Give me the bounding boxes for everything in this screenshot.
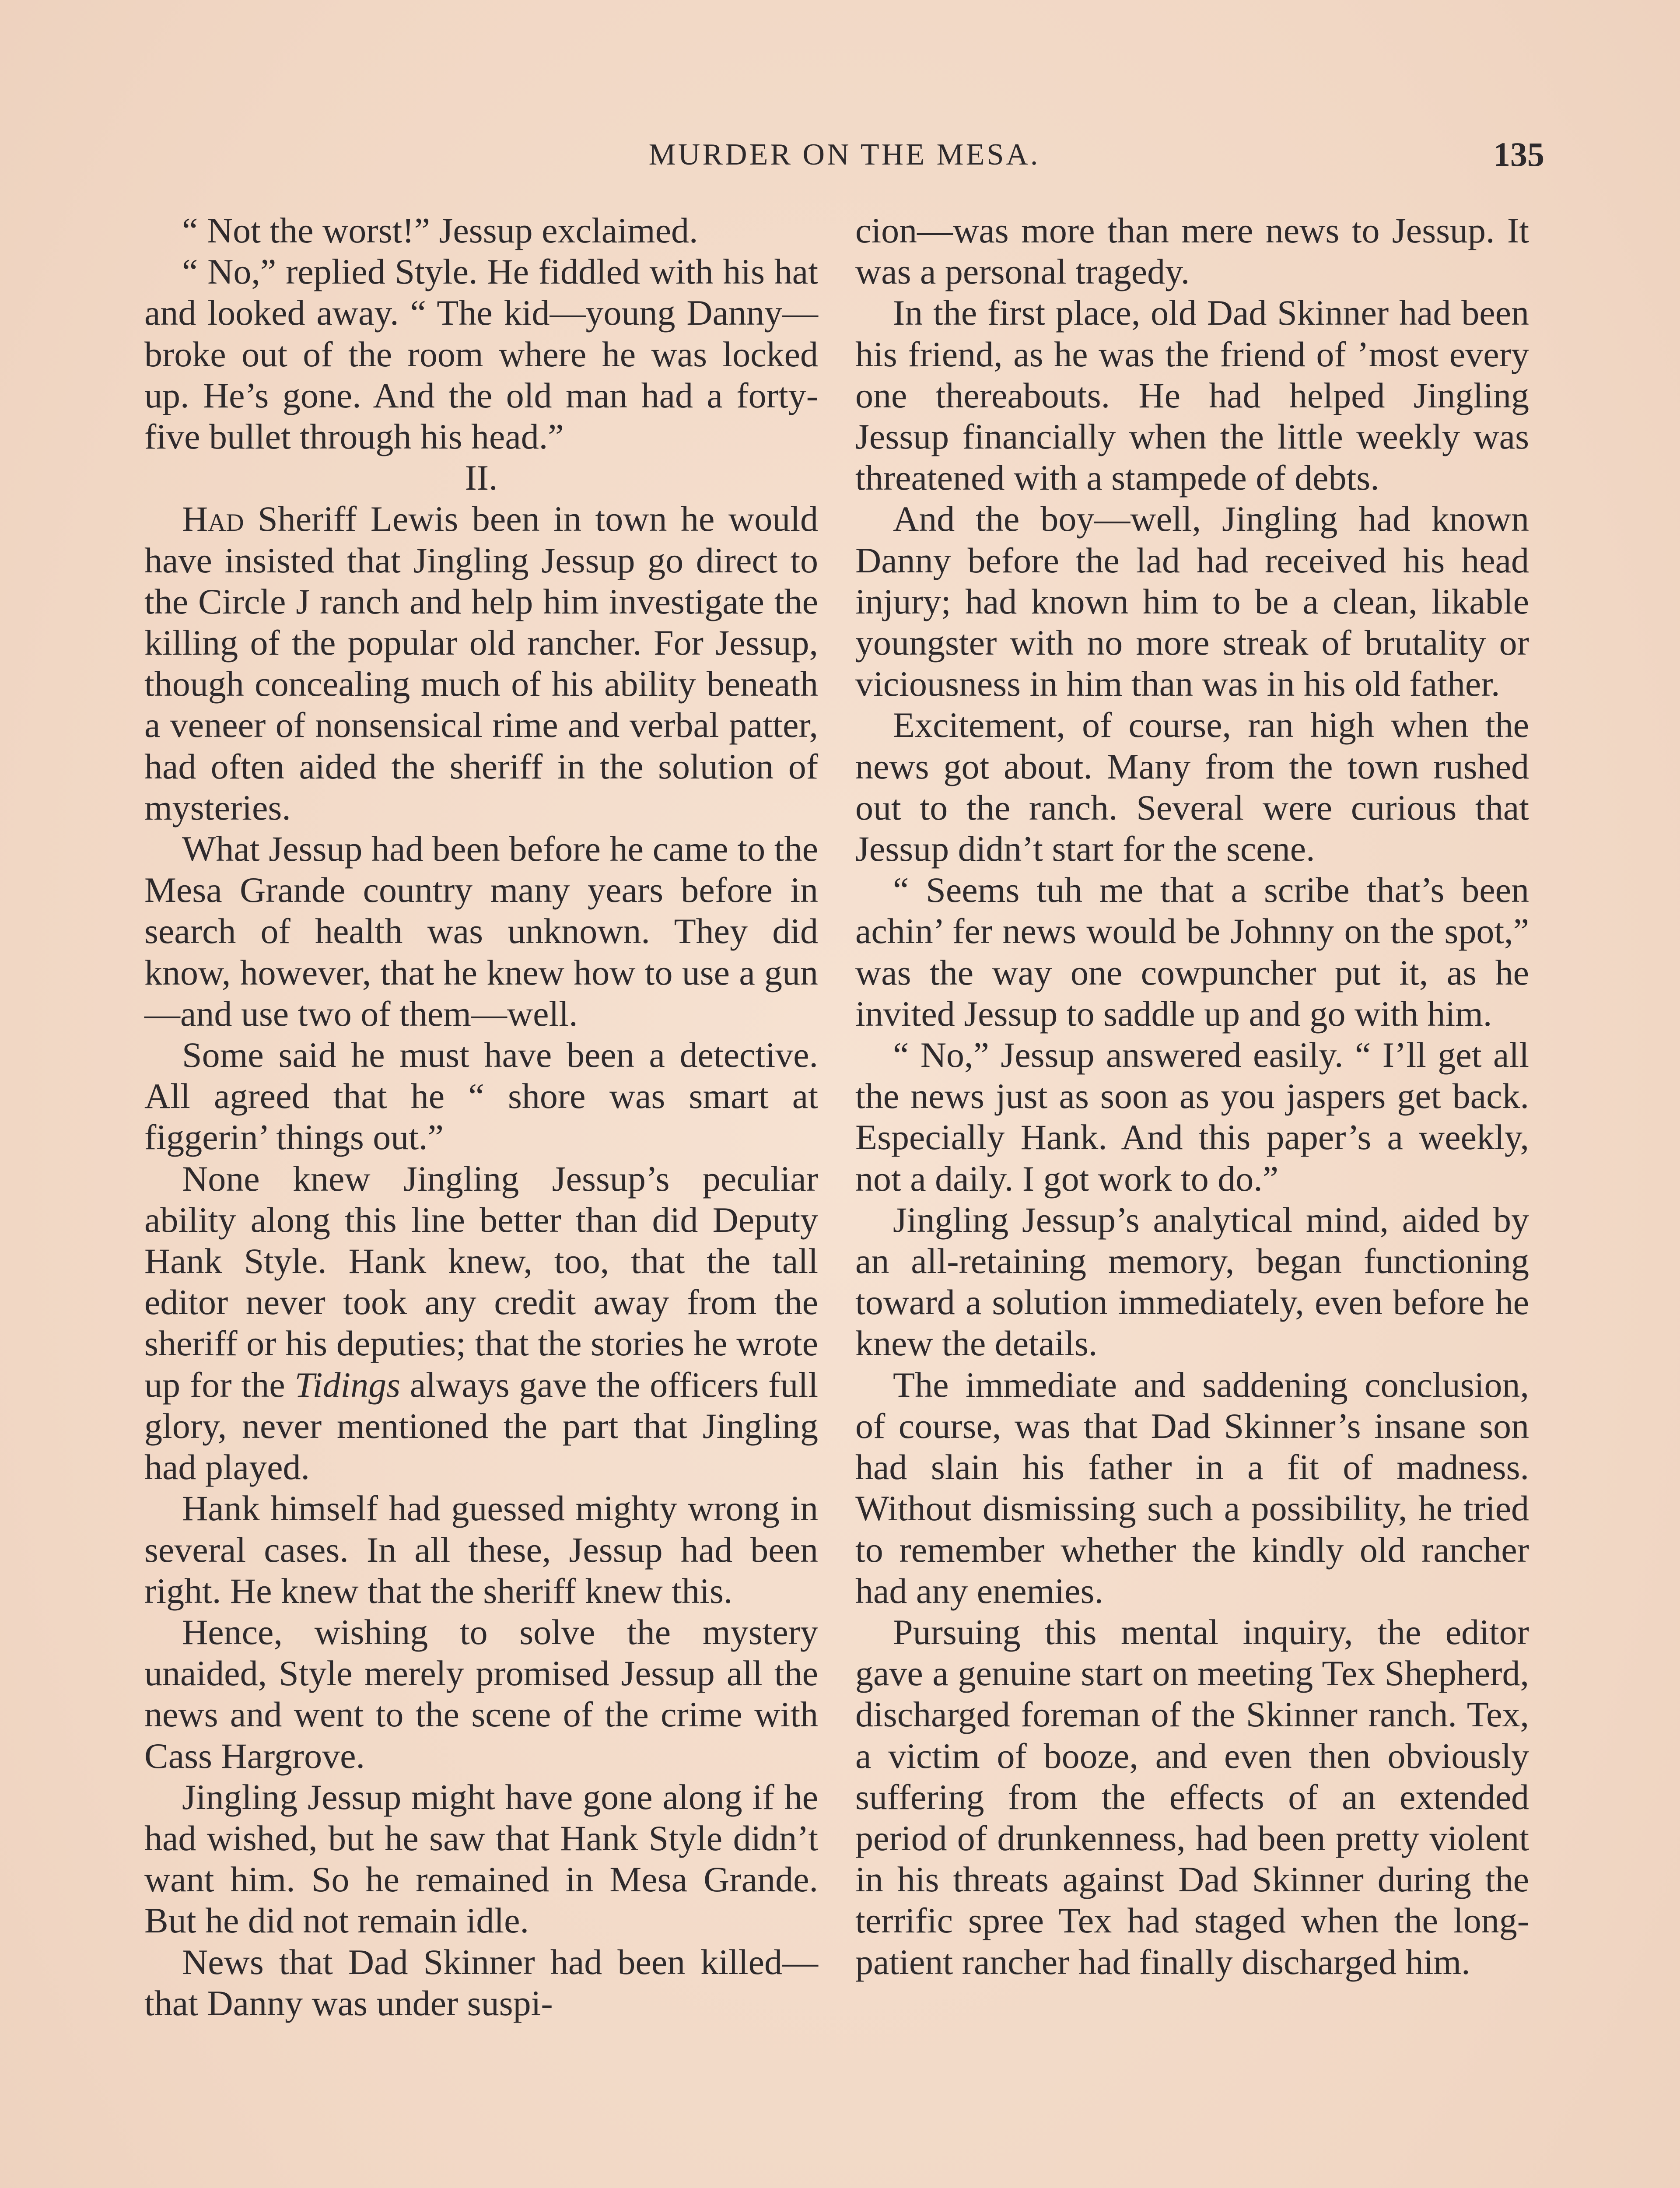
- paragraph: Pursuing this mental inquiry, the editor gave a genuine start on meeting Tex Shepherd, discharged foreman of the Skinner ranch. Tex, a victim of booze, and even then obviously suffering from the effects of an extended period of drunkenness, had been pretty violent in his threats against Dad Skinner during the terrific spree Tex had staged when the long-patient rancher had finally discharged him.: [855, 1612, 1529, 1982]
- paragraph: Excitement, of course, ran high when the news got about. Many from the town rushed out to the ranch. Several were curious that Jessup didn’t start for the scene.: [855, 705, 1529, 869]
- paragraph: Jingling Jessup’s analytical mind, aided by an all-retaining memory, began functioning toward a solution immediately, even before he knew the details.: [855, 1199, 1529, 1364]
- right-column: [855, 210, 1529, 1983]
- paragraph: “ Seems tuh me that a scribe that’s been achin’ fer news would be Johnny on the spot,” was the way one cowpuncher put it, as he invited Jessup to saddle up and go with him.: [855, 870, 1529, 1034]
- paragraph: “ No,” Jessup answered easily. “ I’ll get all the news just as soon as you jaspers get back. Especially Hank. And this paper’s a weekly, not a daily. I got work to do.”: [855, 1035, 1529, 1199]
- newspaper-title: Tidings: [294, 1364, 401, 1405]
- paragraph: “ No,” replied Style. He fiddled with his hat and looked away. “ The kid—young Danny—broke out of the room where he was locked up. He’s gone. And the old man had a forty-five bullet through his head.”: [144, 252, 818, 457]
- drop-cap-word: Had: [182, 499, 244, 539]
- paragraph: Hank himself had guessed mighty wrong in several cases. In all these, Jessup had been right. He knew that the sheriff knew this.: [144, 1488, 818, 1611]
- paragraph: What Jessup had been before he came to the Mesa Grande country many years before in search of health was unknown. They did know, however, that he knew how to use a gun—and use two of them—well.: [144, 829, 818, 1034]
- paragraph: “ Not the worst!” Jessup exclaimed.: [182, 210, 698, 250]
- paragraph: [144, 498, 818, 828]
- paragraph: cion—was more than mere news to Jessup. It was a personal tragedy.: [855, 210, 1529, 292]
- page-header: [144, 131, 1544, 179]
- paragraph: News that Dad Skinner had been killed—that Danny was under suspi-: [144, 1942, 818, 2023]
- paragraph: And the boy—well, Jingling had known Danny before the lad had received his head injury; had known him to be a clean, likable youngster with no more streak of brutality or viciousness in him than was in his old father.: [855, 499, 1529, 704]
- paragraph: Some said he must have been a detective. All agreed that he “ shore was smart at figgerin’ things out.”: [144, 1035, 818, 1157]
- paragraph-text: always gave the officers full glory, never mentioned the part that Jingling had played.: [144, 1364, 818, 1487]
- paragraph: In the first place, old Dad Skinner had been his friend, as he was the friend of ’most every one thereabouts. He had helped Jingling Jessup financially when the little weekly was threatened with a stampede of debts.: [855, 293, 1529, 498]
- page-number: 135: [1493, 135, 1544, 173]
- paragraph: Jingling Jessup might have gone along if he had wished, but he saw that Hank Style didn’t want him. So he remained in Mesa Grande. But he did not remain idle.: [144, 1777, 818, 1941]
- paragraph-text: Sheriff Lewis been in town he would have insisted that Jingling Jessup go direct to the Circle J ranch and help him investigate the killing of the popular old rancher. For Jessup, though concealing much of his ability beneath a veneer of nonsensical rime and verbal patter, had often aided the sheriff in the solution of mysteries.: [144, 499, 818, 828]
- paragraph-text: None knew Jingling Jessup’s peculiar ability along this line better than did Deputy Hank Style. Hank knew, too, that the tall editor never took any credit away from the sheriff or his deputies; that the stories he wrote up for the: [144, 1158, 818, 1405]
- running-title: MURDER ON THE MESA.: [648, 138, 1040, 172]
- left-column: [144, 210, 818, 2024]
- paragraph: The immediate and saddening conclusion, of course, was that Dad Skinner’s insane son had slain his father in a fit of madness. Without dismissing such a possibility, he tried to remember whether the kindly old rancher had any enemies.: [855, 1364, 1529, 1611]
- section-heading: II.: [465, 458, 498, 498]
- paragraph: [144, 1158, 818, 1488]
- paragraph: Hence, wishing to solve the mystery unaided, Style merely promised Jessup all the news and went to the scene of the crime with Cass Hargrove.: [144, 1612, 818, 1776]
